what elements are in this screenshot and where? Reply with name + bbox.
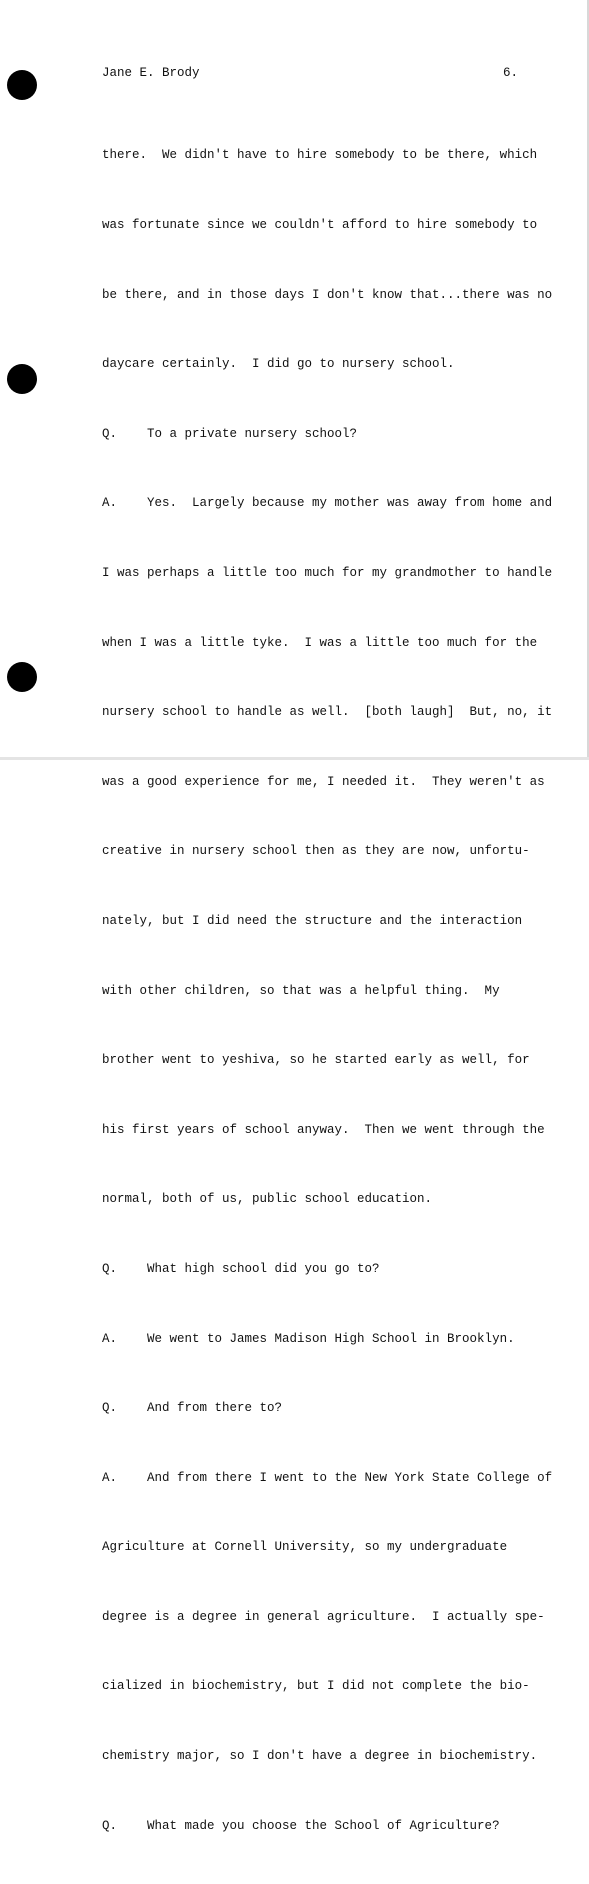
- question-line: Q. And from there to?: [102, 1401, 283, 1416]
- question-line: Q. To a private nursery school?: [102, 426, 358, 441]
- page-header: [102, 66, 518, 80]
- transcript-body: [102, 98, 553, 1884]
- answer-line: A. And from there I went to the New York State College of: [102, 1470, 553, 1485]
- page-number: 6.: [502, 66, 518, 80]
- text-line: I was perhaps a little too much for my grandmother to handle: [102, 565, 553, 580]
- header-name: Jane E. Brody: [102, 66, 200, 80]
- binder-hole-middle: [7, 364, 37, 394]
- text-line: chemistry major, so I don't have a degree in biochemistry.: [102, 1749, 538, 1764]
- text-line: with other children, so that was a helpful thing. My: [102, 983, 500, 998]
- text-line: Agriculture at Cornell University, so my undergraduate: [102, 1540, 508, 1555]
- text-line: brother went to yeshiva, so he started early as well, for: [102, 1053, 530, 1068]
- text-line: degree is a degree in general agriculture. I actually spe-: [102, 1609, 545, 1624]
- answer-line: A. We went to James Madison High School in Brooklyn.: [102, 1331, 515, 1346]
- text-line: nursery school to handle as well. [both laugh] But, no, it: [102, 705, 553, 720]
- text-line: be there, and in those days I don't know that...there was no: [102, 287, 553, 302]
- text-line: creative in nursery school then as they are now, unfortu-: [102, 844, 530, 859]
- text-line: normal, both of us, public school education.: [102, 1192, 433, 1207]
- text-line: nately, but I did need the structure and the interaction: [102, 913, 523, 928]
- text-line: cialized in biochemistry, but I did not complete the bio-: [102, 1679, 530, 1694]
- text-line: daycare certainly. I did go to nursery school.: [102, 357, 455, 372]
- binder-hole-top: [7, 70, 37, 100]
- text-line: was a good experience for me, I needed it. They weren't as: [102, 774, 545, 789]
- text-line: his first years of school anyway. Then we went through the: [102, 1122, 545, 1137]
- text-line: when I was a little tyke. I was a little too much for the: [102, 635, 538, 650]
- answer-line: A. Yes. Largely because my mother was away from home and: [102, 496, 553, 511]
- question-line: Q. What high school did you go to?: [102, 1261, 380, 1276]
- binder-hole-bottom: [7, 662, 37, 692]
- text-line: was fortunate since we couldn't afford to hire somebody to: [102, 218, 538, 232]
- text-line: there. We didn't have to hire somebody to be there, which: [102, 148, 538, 163]
- question-line: Q. What made you choose the School of Agriculture?: [102, 1818, 500, 1833]
